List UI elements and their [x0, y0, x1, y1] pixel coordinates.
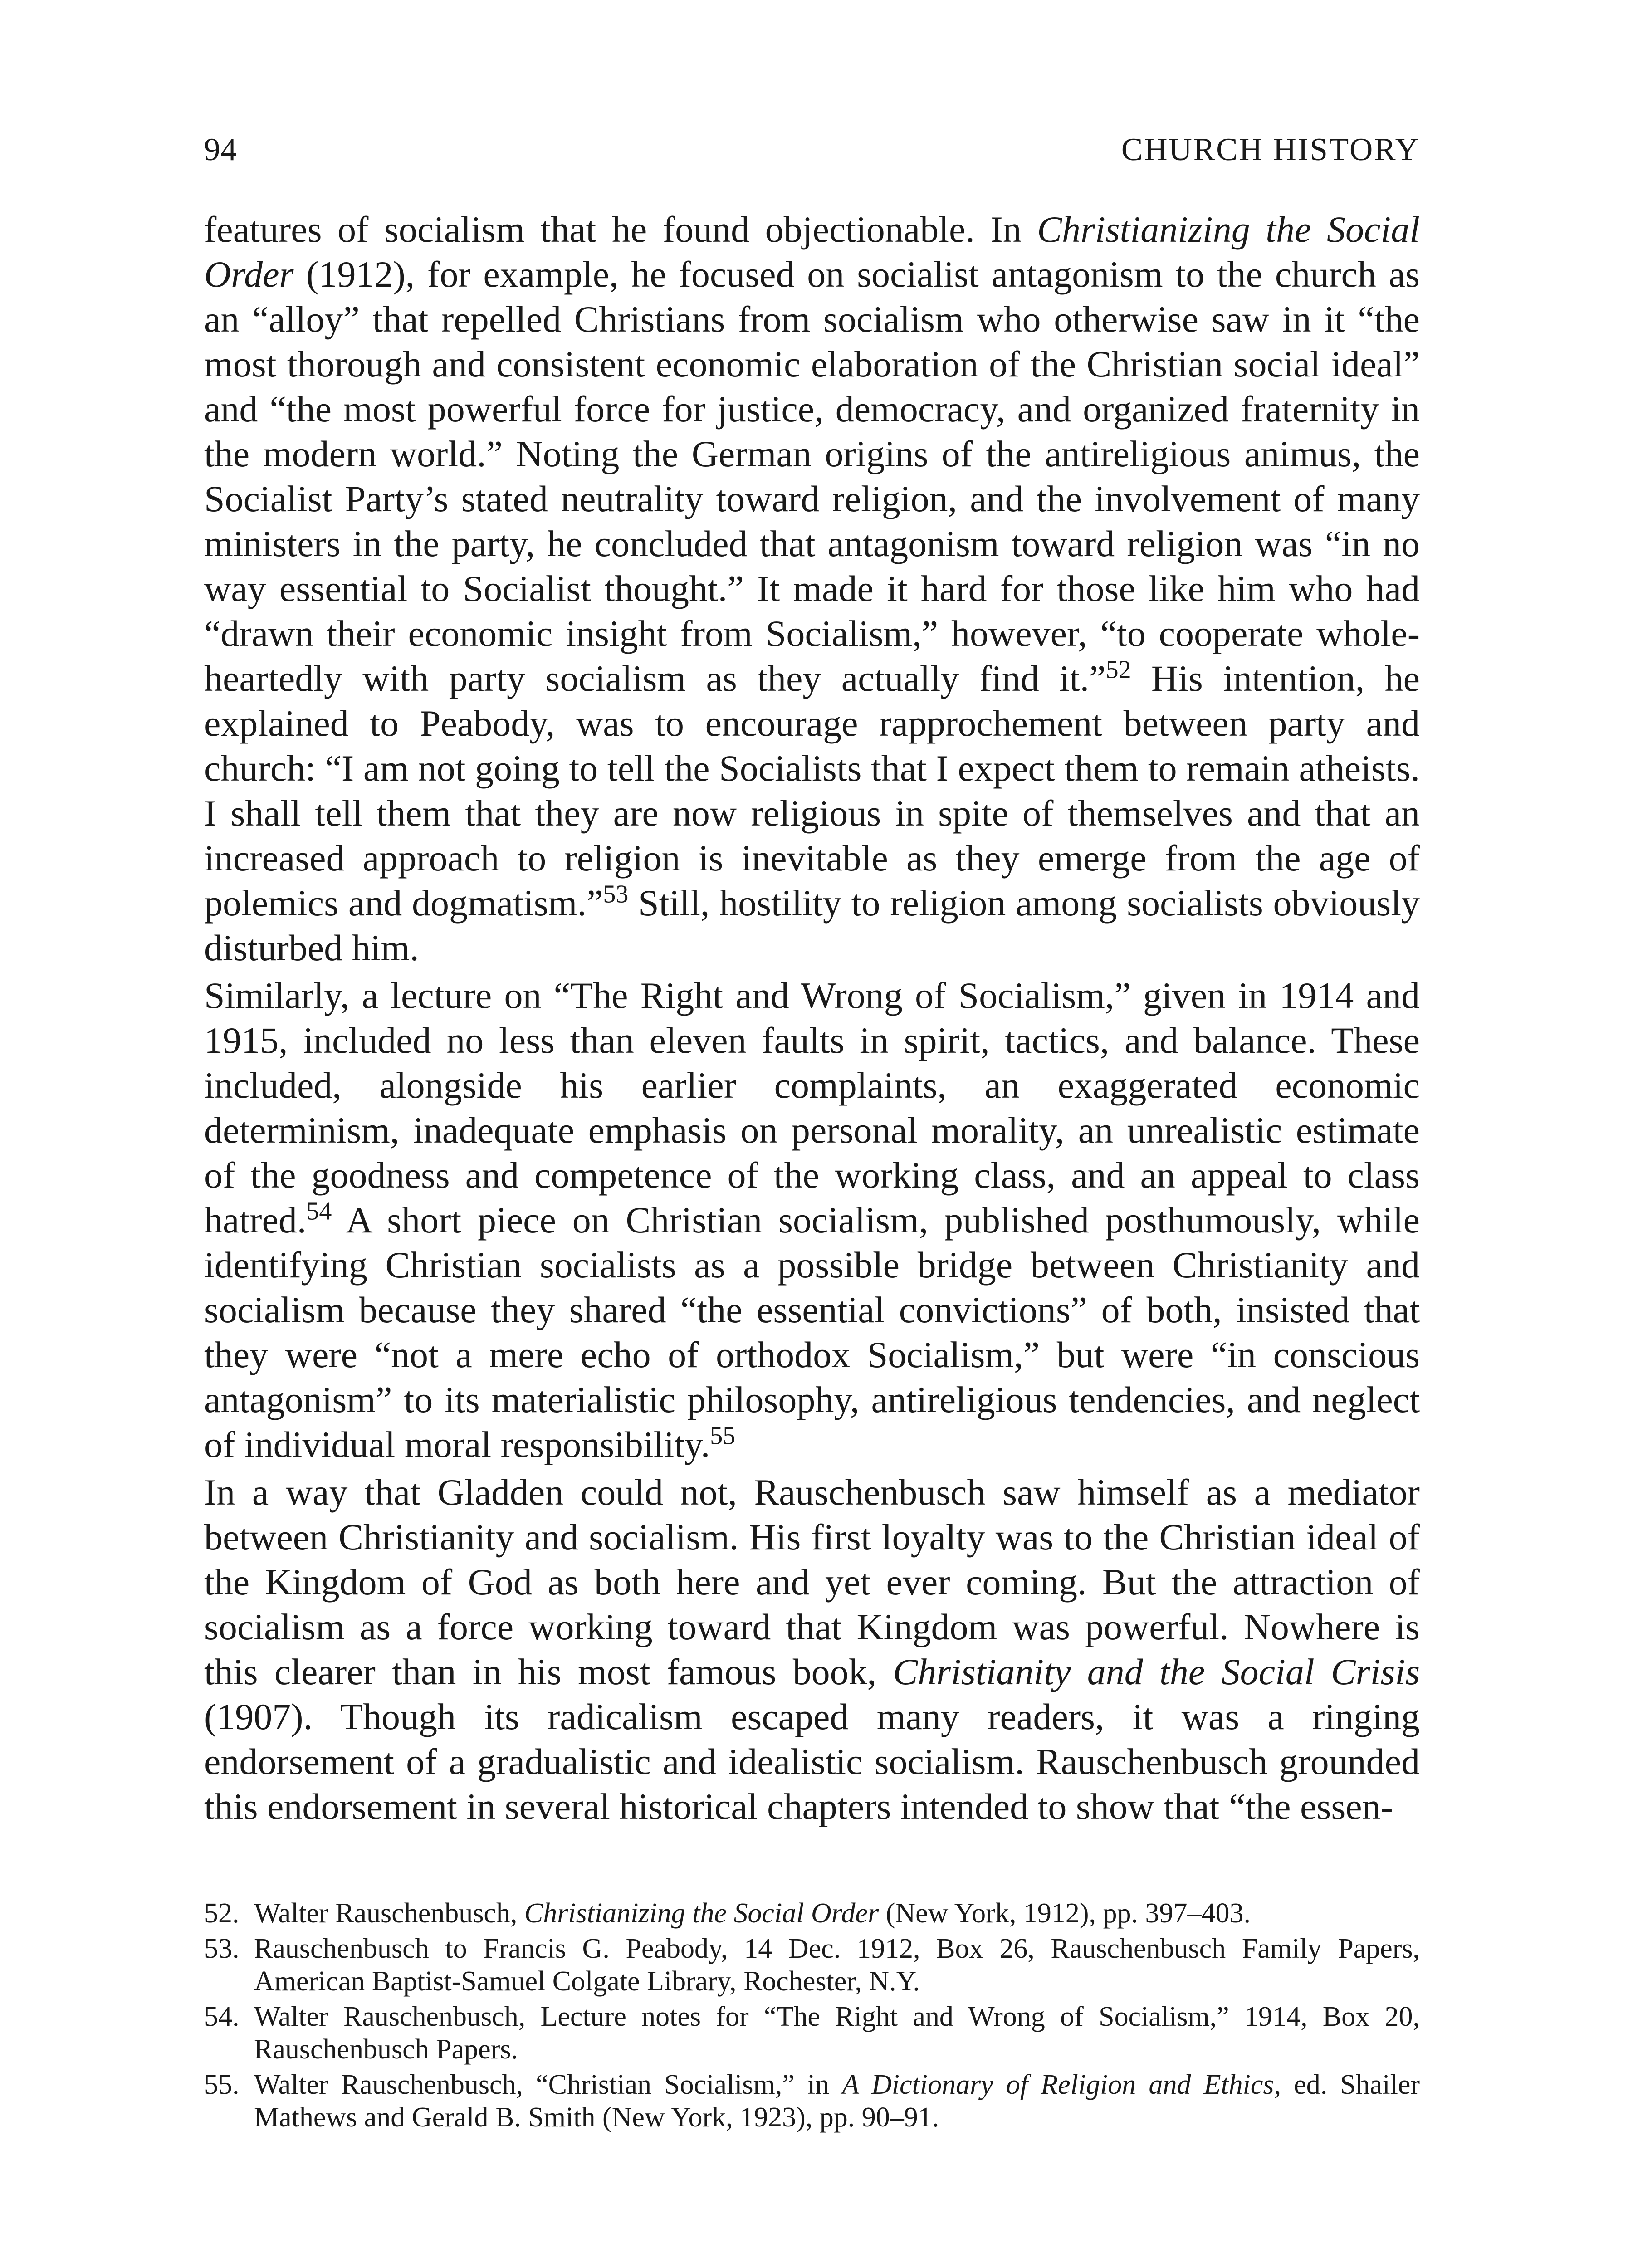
text-segment: His intention, he explained to Peabody, was to encourage rapprochement between party and church: “I am not going to tell the Socialists that I expect them to remain atheists. I shall tell them that they are now religious in spite of themselves and that an increased approach to religion is inevitable as they emerge from the age of polemics and dogmatism.”: [204, 658, 1420, 924]
footnote-reference: 54: [306, 1197, 332, 1226]
footnote-text: [254, 1897, 1420, 1930]
footnote-text: [254, 2068, 1420, 2134]
running-head: [204, 134, 1420, 166]
text-segment: Rauschenbusch to Francis G. Peabody, 14 Dec. 1912, Box 26, Rauschenbusch Family Papers, American Baptist-Samuel Colgate Library, Rochester, N.Y.: [254, 1933, 1420, 1997]
body-paragraph: [204, 1470, 1420, 1829]
journal-title: CHURCH HISTORY: [1121, 132, 1420, 167]
italic-title-text: Christianity and the Social Crisis: [893, 1651, 1420, 1692]
text-segment: (1907). Though its radicalism escaped many readers, it was a ringing endorsement of a gradualistic and idealistic socialism. Rauschenbusch grounded this endorsement in several historical chapters intended to show that “the essen-: [204, 1696, 1420, 1827]
body-text: [204, 207, 1420, 1829]
footnote-text: [254, 2000, 1420, 2066]
text-segment: Still, hostility to religion among socialists obviously disturbed him.: [204, 882, 1420, 968]
text-segment: A short piece on Christian socialism, published posthumously, while identifying Christian socialists as a possible bridge between Christianity and socialism because they shared “the essential convictions” of both, insisted that they were “not a mere echo of orthodox Socialism,” but were “in conscious antagonism” to its materialistic philosophy, antireligious tendencies, and neglect of individual moral responsibility.: [204, 1199, 1420, 1465]
footnote: [204, 1932, 1420, 1998]
text-segment: features of socialism that he found objectionable. In: [204, 209, 1037, 250]
footnote: [204, 2068, 1420, 2134]
footnote: [204, 2000, 1420, 2066]
journal-page: [204, 134, 1420, 2134]
body-paragraph: [204, 207, 1420, 970]
footnote-number: 52.: [204, 1898, 240, 1929]
body-paragraph: [204, 973, 1420, 1467]
text-segment: , ed. Shailer Mathews and Gerald B. Smith (New York, 1923), pp. 90–91.: [254, 2069, 1420, 2133]
italic-title-text: Christianizing the Social Order: [204, 209, 1420, 295]
footnote-text: [254, 1932, 1420, 1998]
footnote-reference: 53: [603, 880, 629, 909]
text-segment: Walter Rauschenbusch, “Christian Socialism,” in: [254, 2069, 842, 2100]
footnote-number: 53.: [204, 1933, 240, 1964]
text-segment: Walter Rauschenbusch, Lecture notes for “The Right and Wrong of Socialism,” 1914, Box 20, Rauschenbusch Papers.: [254, 2001, 1420, 2065]
text-segment: (1912), for example, he focused on socialist antagonism to the church as an “alloy” that repelled Christians from socialism who otherwise saw in it “the most thorough and consistent economic elaboration of the Christian social ideal” and “the most powerful force for justice, democracy, and organized fraternity in the modern world.” Noting the German origins of the antireligious animus, the Socialist Party’s stated neutrality toward religion, and the involvement of many ministers in the party, he concluded that antagonism toward religion was “in no way essential to Socialist thought.” It made it hard for those like him who had “drawn their economic insight from Socialism,” however, “to cooperate whole-heartedly with party socialism as they actually find it.”: [204, 254, 1420, 699]
footnote-reference: 52: [1105, 655, 1131, 684]
footnote-reference: 55: [710, 1422, 736, 1450]
italic-title-text: Christianizing the Social Order: [524, 1898, 879, 1929]
italic-title-text: A Dictionary of Religion and Ethics: [842, 2069, 1274, 2100]
text-segment: (New York, 1912), pp. 397–403.: [879, 1898, 1251, 1929]
text-segment: Similarly, a lecture on “The Right and Wrong of Socialism,” given in 1914 and 1915, included no less than eleven faults in spirit, tactics, and balance. These included, alongside his earlier complaints, an exaggerated economic determinism, inadequate emphasis on personal morality, an unrealistic estimate of the goodness and competence of the working class, and an appeal to class hatred.: [204, 975, 1420, 1241]
footnote-number: 55.: [204, 2069, 240, 2100]
footnote-number: 54.: [204, 2001, 240, 2032]
text-segment: Walter Rauschenbusch,: [254, 1898, 524, 1929]
footnote: [204, 1897, 1420, 1930]
text-segment: In a way that Gladden could not, Rauschenbusch saw himself as a mediator between Christianity and socialism. His first loyalty was to the Christian ideal of the Kingdom of God as both here and yet ever coming. But the attraction of socialism as a force working toward that Kingdom was powerful. Nowhere is this clearer than in his most famous book,: [204, 1471, 1420, 1692]
footnotes: [204, 1897, 1420, 2134]
page-number: 94: [204, 132, 237, 167]
